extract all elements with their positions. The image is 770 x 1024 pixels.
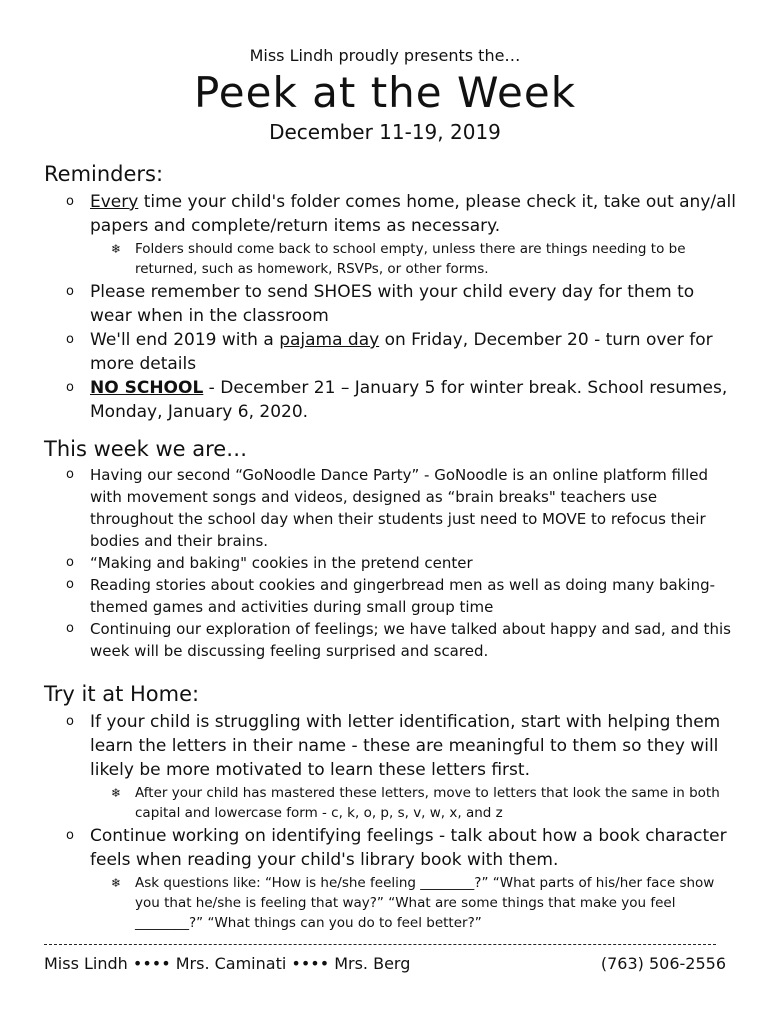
bullet-icon: o xyxy=(66,332,74,347)
item-text: Continuing our exploration of feelings; we have talked about happy and sad, and this week will be discussing feeling surprised and scared. xyxy=(90,620,731,660)
list-item xyxy=(66,280,736,328)
item-text: We'll end 2019 with a xyxy=(90,330,280,350)
item-text: Please remember to send SHOES with your child every day for them to wear when in the classroom xyxy=(90,282,695,326)
bullet-icon: o xyxy=(66,194,74,209)
date-range: December 11-19, 2019 xyxy=(269,120,501,144)
item-text: time your child's folder comes home, please check it, take out any/all papers and complete/return items as necessary. xyxy=(90,192,736,236)
teacher-names: Miss Lindh •••• Mrs. Caminati •••• Mrs. Berg xyxy=(44,954,411,973)
sub-item xyxy=(111,873,736,933)
sub-item-text: Folders should come back to school empty, unless there are things needing to be returned, such as homework, RSVPs, or other forms. xyxy=(135,241,686,277)
list-item xyxy=(66,190,736,279)
underlined-phrase: pajama day xyxy=(279,330,380,350)
item-text: Reading stories about cookies and gingerbread men as well as doing many baking-themed games and activities during small group time xyxy=(90,576,716,616)
list-item xyxy=(66,710,736,823)
list-item xyxy=(66,618,736,662)
no-school-label: NO SCHOOL xyxy=(90,378,204,398)
this-week-heading: This week we are… xyxy=(44,437,248,461)
bullet-icon: o xyxy=(66,828,74,843)
bullet-icon: o xyxy=(66,467,74,482)
sub-item-text: Ask questions like: “How is he/she feeling ________?” “What parts of his/her face show you that he/she is feeling that way?” “What are some things that make you feel ________?” “What things can you do to feel better?” xyxy=(135,875,715,931)
item-text: - December 21 – January 5 for winter break. School resumes, Monday, January 6, 2020. xyxy=(90,378,728,422)
list-item xyxy=(66,824,736,933)
list-item xyxy=(66,328,736,376)
item-text: on Friday, December 20 - turn over for more details xyxy=(90,330,713,374)
item-text: “Making and baking" cookies in the pretend center xyxy=(90,554,473,572)
snowflake-icon: ❄ xyxy=(111,786,122,800)
bullet-icon: o xyxy=(66,380,74,395)
item-text: Having our second “GoNoodle Dance Party” - GoNoodle is an online platform filled with movement songs and videos, designed as “brain breaks" teachers use throughout the school day when their students just need to MOVE to refocus their bodies and their brains. xyxy=(90,466,709,550)
bullet-icon: o xyxy=(66,714,74,729)
sub-item xyxy=(111,239,736,279)
kicker-line: Miss Lindh proudly presents the… xyxy=(249,46,521,65)
footer-divider xyxy=(44,944,716,945)
sub-item-text: After your child has mastered these letters, move to letters that look the same in both capital and lowercase form - c, k, o, p, s, v, w, x, and z xyxy=(135,785,720,821)
snowflake-icon: ❄ xyxy=(111,876,122,890)
reminders-heading: Reminders: xyxy=(44,162,164,186)
footer xyxy=(44,954,726,973)
bullet-icon: o xyxy=(66,284,74,299)
list-item xyxy=(66,464,736,552)
try-home-list xyxy=(66,710,736,934)
item-text: If your child is struggling with letter identification, start with helping them learn the letters in their name - these are meaningful to them so they will likely be more motivated to learn these letters first. xyxy=(90,712,721,780)
list-item xyxy=(66,574,736,618)
list-item xyxy=(66,552,736,574)
snowflake-icon: ❄ xyxy=(111,242,122,256)
sub-item xyxy=(111,783,736,823)
this-week-list xyxy=(66,464,736,662)
list-item xyxy=(66,376,736,424)
bullet-icon: o xyxy=(66,577,74,592)
underlined-word: Every xyxy=(90,192,139,212)
reminders-list xyxy=(66,190,736,424)
phone-number: (763) 506-2556 xyxy=(600,954,726,973)
item-text: Continue working on identifying feelings - talk about how a book character feels when reading your child's library book with them. xyxy=(90,826,727,870)
bullet-icon: o xyxy=(66,621,74,636)
page-title: Peek at the Week xyxy=(193,68,577,117)
bullet-icon: o xyxy=(66,555,74,570)
try-home-heading: Try it at Home: xyxy=(44,682,200,706)
